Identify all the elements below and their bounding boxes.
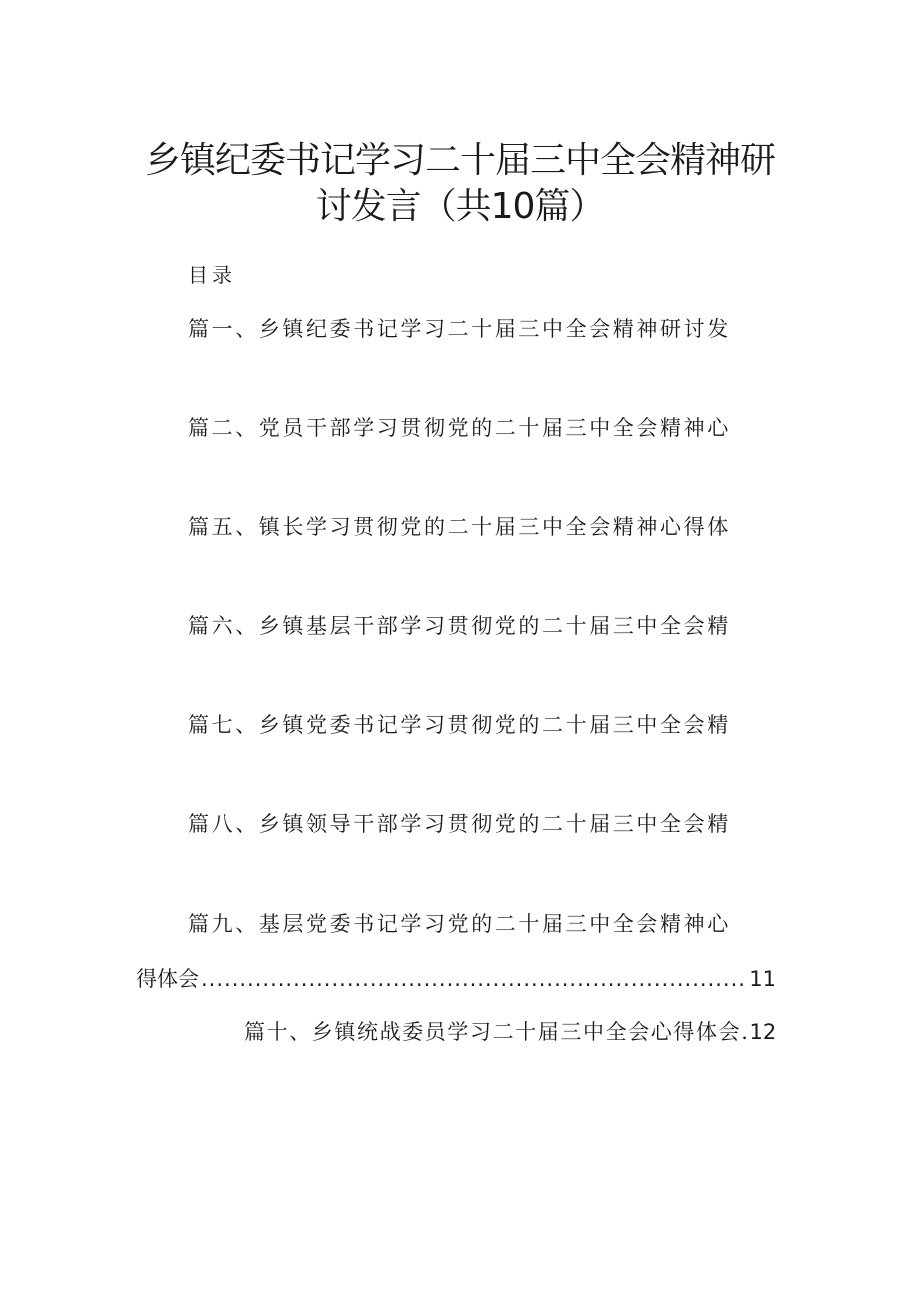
toc-entry-2[interactable]: 篇二、党员干部学习贯彻党的二十届三中全会精神心 <box>188 416 731 440</box>
toc-entry-8[interactable]: 篇八、乡镇领导干部学习贯彻党的二十届三中全会精 <box>188 812 731 836</box>
toc-entry-9-page-number: 11 <box>749 967 776 991</box>
toc-entry-10-text: 篇十、乡镇统战委员学习二十届三中全会心得体会. <box>244 1020 750 1044</box>
toc-leader-dots <box>201 967 747 991</box>
document-title-line-1: 乡镇纪委书记学习二十届三中全会精神研 <box>144 140 775 181</box>
toc-entry-10-page-number: 12 <box>749 1020 777 1044</box>
toc-entry-9-continuation-text: 得体会 <box>136 967 199 991</box>
document-title-line-2: 讨发言（共10篇） <box>315 186 605 227</box>
toc-entry-5[interactable]: 篇五、镇长学习贯彻党的二十届三中全会精神心得体 <box>188 515 731 539</box>
toc-entry-9-continuation[interactable] <box>136 963 776 993</box>
toc-entry-9[interactable]: 篇九、基层党委书记学习党的二十届三中全会精神心 <box>188 912 731 936</box>
toc-heading: 目录 <box>188 263 236 287</box>
toc-entry-10[interactable] <box>244 1016 776 1046</box>
toc-entry-7[interactable]: 篇七、乡镇党委书记学习贯彻党的二十届三中全会精 <box>188 713 731 737</box>
toc-entry-1[interactable]: 篇一、乡镇纪委书记学习二十届三中全会精神研讨发 <box>188 317 731 341</box>
toc-entry-6[interactable]: 篇六、乡镇基层干部学习贯彻党的二十届三中全会精 <box>188 614 731 638</box>
